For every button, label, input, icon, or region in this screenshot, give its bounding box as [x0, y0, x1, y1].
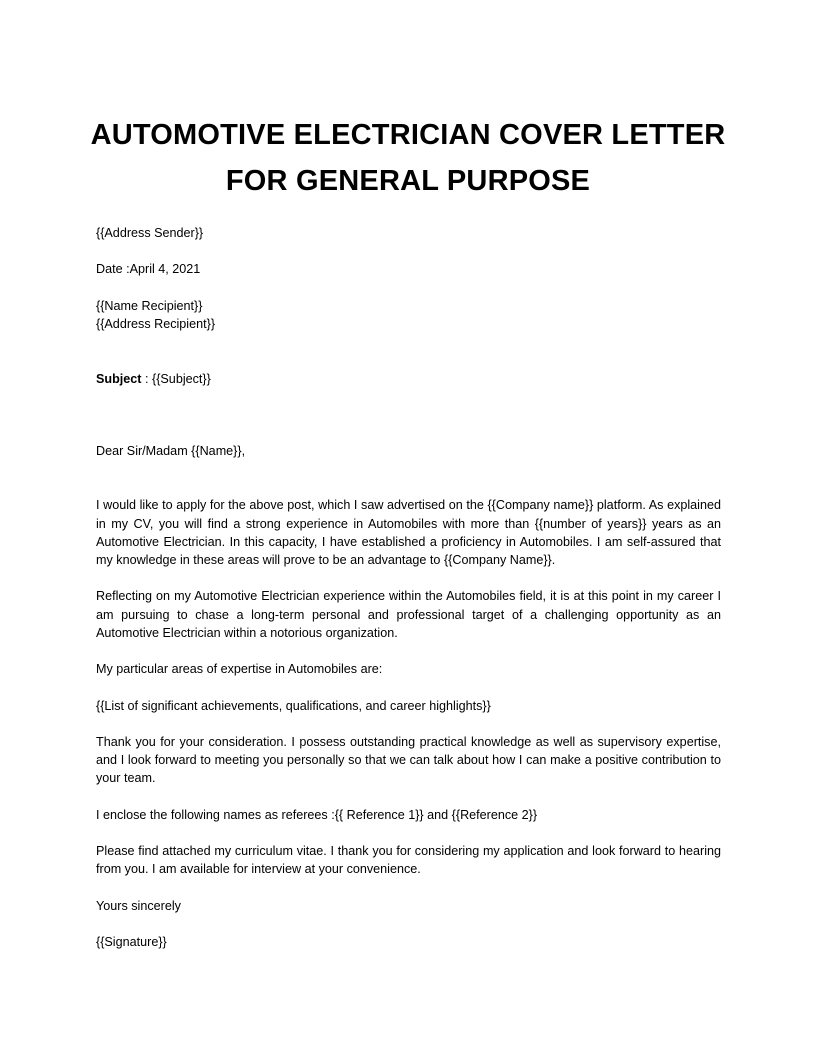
closing: Yours sincerely	[96, 898, 181, 913]
paragraph-expertise: My particular areas of expertise in Automobiles are:	[96, 662, 383, 677]
paragraph-achievements: {{List of significant achievements, qualifications, and career highlights}}	[96, 698, 491, 713]
name-recipient: {{Name Recipient}}	[96, 298, 203, 313]
letter-date: Date :April 4, 2021	[96, 262, 201, 277]
salutation: Dear Sir/Madam {{Name}},	[96, 443, 246, 458]
title-line-1: AUTOMOTIVE ELECTRICIAN COVER LETTER	[90, 119, 726, 151]
paragraph-referees: I enclose the following names as referees :{{ Reference 1}} and {{Reference 2}}	[96, 807, 538, 822]
title-line-2: FOR GENERAL PURPOSE	[225, 165, 591, 197]
paragraph-intro: I would like to apply for the above post, which I saw advertised on the {{Company name}} platform. As explained in my CV, you will find a strong experience in Automobiles with more than {{number of years}} years as an Automotive Electrician. In this capacity, I have established a proficiency in Automobiles. I am self-assured that my knowledge in these areas will prove to be an advantage to {{Company Name}}.	[96, 498, 721, 567]
subject-label: Subject	[96, 371, 142, 386]
address-recipient: {{Address Recipient}}	[96, 316, 216, 331]
subject-value: : {{Subject}}	[141, 371, 211, 386]
paragraph-attached: Please find attached my curriculum vitae. I thank you for considering my application and look forward to hearing from you. I am available for interview at your convenience.	[96, 844, 721, 877]
subject-line	[96, 370, 721, 388]
paragraph-thanks: Thank you for your consideration. I possess outstanding practical knowledge as well as supervisory expertise, and I look forward to meeting you personally so that we can talk about how I can make a positive contribution to your team.	[96, 734, 721, 786]
paragraph-reflecting: Reflecting on my Automotive Electrician experience within the Automobiles field, it is at this point in my career I am pursuing to chase a long-term personal and professional target of a challenging opportunity as an Automotive Electrician within a notorious organization.	[96, 589, 721, 640]
address-sender: {{Address Sender}}	[96, 226, 204, 240]
letter-body	[96, 224, 721, 951]
signature: {{Signature}}	[96, 935, 167, 950]
document-title	[60, 112, 756, 204]
